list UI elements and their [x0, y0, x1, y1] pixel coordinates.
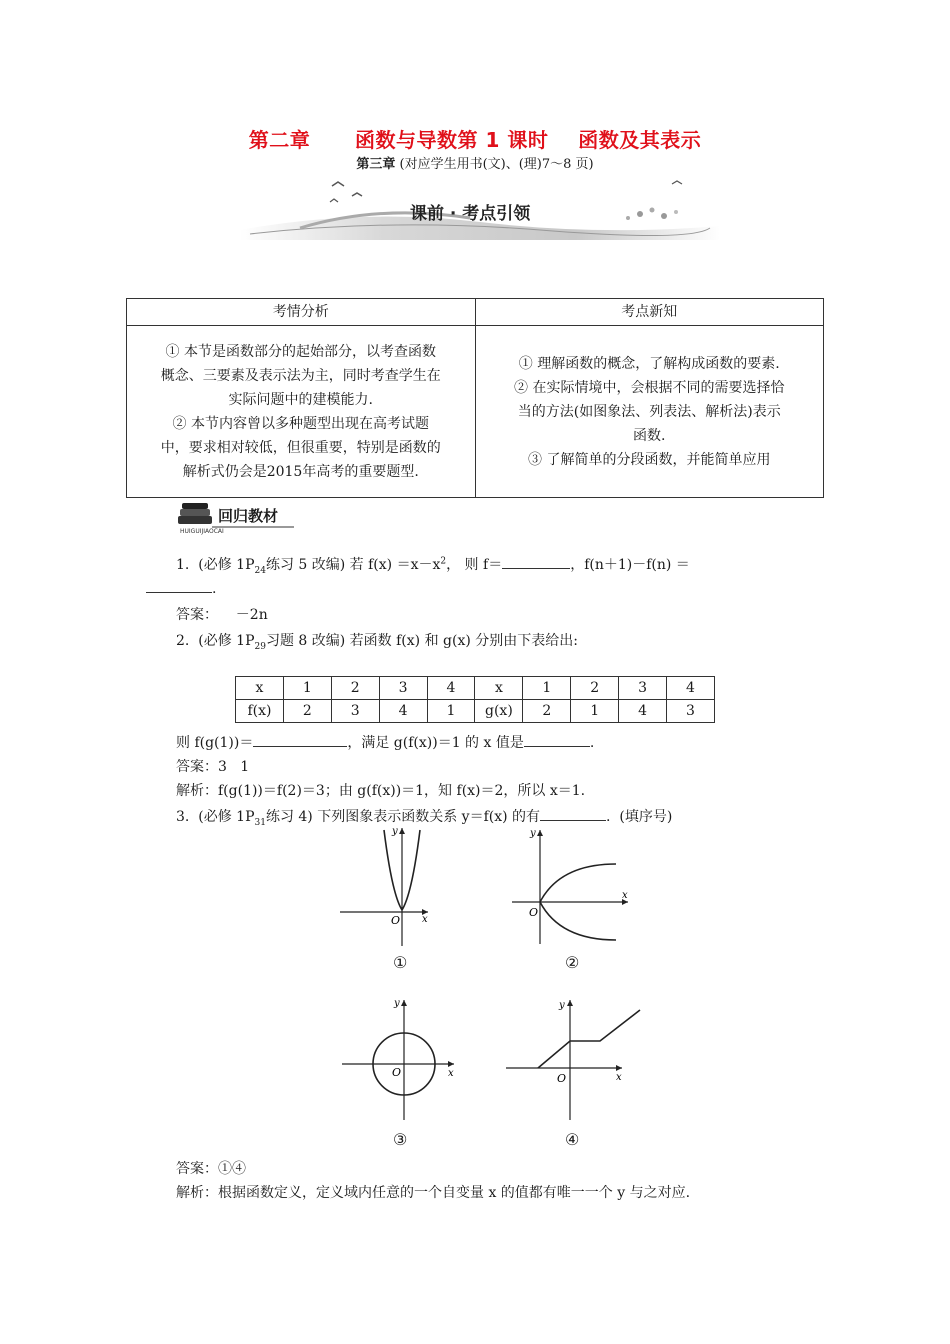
x-axis-label: x: [448, 1068, 454, 1079]
q2-answer: 答案：3 1: [176, 759, 250, 775]
col1-line: 解析式仍会是2015年高考的重要题型.: [182, 463, 419, 480]
col2-header: 考点新知: [475, 299, 824, 326]
graph-circle: [336, 996, 466, 1126]
table-cell: 4: [427, 677, 475, 700]
table-cell: 3: [619, 677, 667, 700]
subtitle-rest: (对应学生用书(文)、(理)7～8 页): [395, 157, 594, 172]
table-cell: f(x): [236, 700, 284, 723]
page-title: 第二章 函数与导数第 1 课时 函数及其表示: [248, 128, 702, 152]
exam-analysis-table: [126, 298, 824, 498]
graph-parabola: [336, 824, 466, 954]
graph-sideways-parabola: [510, 824, 640, 954]
q2-ask3: .: [589, 735, 595, 751]
q1-line2: [146, 580, 216, 597]
y-axis-label: y: [530, 828, 536, 839]
col1-line: 中，要求相对较低，但很重要，特别是函数的: [160, 439, 441, 456]
y-axis-label: y: [392, 826, 398, 837]
section-pinyin: HUIGUIJIAOCAI: [180, 528, 224, 535]
col2-line: ② 在实际情境中，会根据不同的需要选择恰: [514, 379, 785, 396]
q2-ask2: ，满足 g(f(x))＝1 的 x 值是: [347, 735, 524, 751]
q3-analysis: 解析：根据函数定义，定义域内任意的一个自变量 x 的值都有唯一一个 y 与之对应.: [176, 1185, 691, 1201]
table-cell: 2: [331, 677, 379, 700]
table-cell: 2: [571, 677, 619, 700]
table-cell: x: [236, 677, 284, 700]
x-axis-label: x: [622, 890, 628, 901]
q1-sub: 24: [254, 565, 266, 576]
y-axis-label: y: [559, 1000, 565, 1011]
section-title: 回归教材: [218, 507, 279, 525]
y-axis-label: y: [394, 998, 400, 1009]
col1-header: 考情分析: [127, 299, 476, 326]
q3-answer: 答案：①④: [176, 1161, 246, 1177]
table-cell: 4: [619, 700, 667, 723]
table-cell: 4: [667, 677, 715, 700]
graph-label-3: ③: [393, 1130, 408, 1149]
bird-icon: [332, 182, 344, 186]
graph-label-4: ④: [565, 1130, 580, 1149]
q2-sub: 29: [254, 641, 266, 652]
q2-ask1: 则 f(g(1))＝: [176, 735, 254, 751]
table-cell: 3: [667, 700, 715, 723]
origin-label: O: [392, 1066, 402, 1079]
origin-label: O: [529, 906, 539, 919]
col2-line: 当的方法(如图象法、列表法、解析法)表示: [517, 403, 781, 420]
subtitle-chapter: 第三章: [356, 157, 396, 172]
q3-blank[interactable]: [540, 808, 606, 821]
graph-piecewise: [504, 996, 644, 1126]
table-cell: 4: [379, 700, 427, 723]
q1-end: .: [212, 581, 217, 597]
q1-text3: ，f(n＋1)－f(n) ＝: [570, 557, 690, 573]
q1-answer: 答案： －2n: [176, 607, 268, 623]
col2-content: [475, 326, 824, 498]
table-cell: 2: [283, 700, 331, 723]
bird-icon: [672, 181, 682, 184]
q1-text: 练习 5 改编) 若 f(x) ＝x－x: [265, 557, 441, 573]
q3-text: 练习 4) 下列图象表示函数关系 y＝f(x) 的有: [265, 809, 541, 825]
col2-line: ③ 了解简单的分段函数，并能简单应用: [528, 451, 771, 468]
page-subtitle: [0, 153, 950, 172]
table-cell: x: [475, 677, 523, 700]
origin-label: O: [391, 914, 401, 927]
table-row: [236, 677, 715, 700]
col2-line: ① 理解函数的概念，了解构成函数的要素.: [518, 355, 780, 372]
q1-sup: 2: [440, 556, 447, 567]
q1-blank-1[interactable]: [502, 556, 570, 569]
graph-label-2: ②: [565, 953, 580, 972]
banner-text: 课前 · 考点引领: [410, 204, 531, 224]
col1-content: [127, 326, 476, 498]
graph-label-1: ①: [393, 953, 408, 972]
q3-text2: . (填序号): [606, 809, 673, 825]
col1-line: ② 本节内容曾以多种题型出现在高考试题: [172, 415, 429, 432]
q2-text: 习题 8 改编) 若函数 f(x) 和 g(x) 分别由下表给出:: [265, 633, 578, 649]
q3-prefix: 3. (必修 1P: [176, 809, 255, 825]
bird-icon: [352, 193, 362, 196]
q3-sub: 31: [254, 817, 266, 828]
x-axis-label: x: [616, 1072, 622, 1083]
q2-blank-2[interactable]: [524, 734, 590, 747]
table-cell: 3: [331, 700, 379, 723]
table-cell: g(x): [475, 700, 523, 723]
q2-blank-1[interactable]: [253, 734, 347, 747]
col1-line: 概念、三要素及表示法为主，同时考查学生在: [160, 367, 441, 384]
function-value-table: [235, 676, 715, 723]
table-cell: 2: [523, 700, 571, 723]
table-cell: 1: [523, 677, 571, 700]
origin-label: O: [557, 1072, 567, 1085]
q2-analysis: 解析：f(g(1))＝f(2)＝3；由 g(f(x))＝1，知 f(x)＝2，所以 x＝1.: [176, 783, 586, 799]
table-cell: 1: [571, 700, 619, 723]
col1-line: 实际问题中的建模能力.: [228, 391, 373, 408]
q1-line: [176, 554, 690, 576]
table-cell: 1: [283, 677, 331, 700]
table-cell: 1: [427, 700, 475, 723]
col1-line: ① 本节是函数部分的起始部分，以考查函数: [165, 343, 436, 360]
q1-text2: ， 则 f＝: [446, 557, 503, 573]
bird-icon: [330, 199, 338, 202]
q2-ask: [176, 732, 594, 752]
q1-prefix: 1. (必修 1P: [176, 557, 255, 573]
q1-blank-2[interactable]: [146, 580, 212, 593]
q2-line: [176, 630, 578, 652]
q2-prefix: 2. (必修 1P: [176, 633, 255, 649]
table-row: [236, 700, 715, 723]
col2-line: 函数.: [633, 427, 666, 444]
x-axis-label: x: [422, 914, 428, 925]
table-cell: 3: [379, 677, 427, 700]
